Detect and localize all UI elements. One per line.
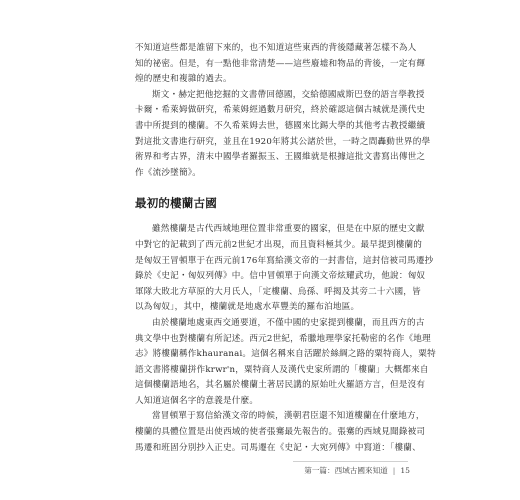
text-line: 書中所提到的樓蘭。不久希萊姆去世，德國來比錫大學的其他考古教授繼續 [135, 120, 426, 131]
text-line: 由於樓蘭地處東西交通要道，不僅中國的史家提到樓蘭，而且西方的古 [152, 317, 425, 328]
text-line: 以為匈奴」，其中，樓蘭就是地處水草豐美的羅布泊地區。 [135, 302, 360, 313]
footer-chapter: 第一篇：西域古國來知道 [304, 466, 388, 475]
page-number: 15 [400, 466, 410, 475]
text-line: 語文書將樓蘭拼作krwr'n，粟特商人及漢代史家所謂的「樓蘭」大概都來自 [135, 364, 429, 375]
text-line: 中對它的記載到了西元前2世紀才出現，而且資料極其少。最早提到樓蘭的 [135, 239, 423, 250]
text-line: 煌的歷史和複雜的過去。 [135, 74, 232, 85]
running-footer [300, 465, 410, 476]
text-line: 不知道這些都是誰留下來的，也不知道這些東西的背後隱藏著怎樣不為人 [135, 43, 417, 53]
paragraph-3 [135, 222, 434, 316]
section-heading: 最初的樓蘭古國 [135, 196, 217, 211]
paragraph-4 [135, 316, 436, 410]
text-line: 軍隊大敗北方草原的大月氏人，「定樓蘭、烏孫、呼揭及其旁二十六國，皆 [135, 286, 421, 297]
footer-rule [293, 461, 408, 462]
text-line: 錄於《史記・匈奴列傳》中。信中冒頓單于向漢文帝炫耀武功，他說：匈奴 [135, 271, 426, 282]
text-line: 斯文・赫定把他挖掘的文書帶回德國，交給德國威斯巴登的語言學教授 [152, 89, 425, 100]
text-line: 雖然樓蘭是古代西域地理位置非常重要的國家，但是在中原的歷史文獻 [152, 224, 425, 235]
section-gap [135, 181, 400, 190]
paragraph-1 [135, 41, 426, 88]
paragraph-5 [135, 409, 426, 456]
text-line: 對這批文書進行研究，並且在1920年將其公諸於世，一時之間轟動世界的學 [135, 136, 431, 147]
text-line: 是匈奴王冒頓單于在西元前176年寫給漢文帝的一封書信，這封信被司馬遷抄 [135, 255, 434, 266]
text-line: 作《流沙墜簡》。 [135, 167, 202, 178]
text-line: 這個樓蘭語地名，其名屬於樓蘭土著居民講的原始吐火羅語方言，但是沒有 [135, 380, 426, 391]
text-line: 當冒頓單于寫信給漢文帝的時候，漢朝君臣還不知道樓蘭在什麼地方， [152, 411, 425, 422]
footer-separator: | [392, 466, 396, 475]
text-line: 典文學中也對樓蘭有所記述。西元2世紀，希臘地理學家托勒密的名作《地理 [135, 333, 431, 344]
text-line: 馬遷和班固分別抄入正史。司馬遷在《史記・大宛列傳》中寫道：「樓蘭、 [135, 442, 421, 453]
text-line: 樓蘭的具體位置是出使西域的使者張騫最先報告的。張騫的西域見聞錄被司 [135, 427, 426, 438]
text-line: 志》將樓蘭稱作khauranai。這個名稱來自活躍於絲綢之路的粟特商人，粟特 [135, 349, 436, 360]
text-line: 人知道這個名字的意義是什麼。 [135, 395, 259, 406]
paragraph-2 [135, 88, 431, 182]
text-line: 術界和考古界，清末中國學者羅振玉、王國維就是根據這批文書寫出傳世之 [135, 152, 426, 163]
body-text [135, 41, 436, 456]
text-line: 卡爾・希萊姆做研究，希萊姆經過數月研究，終於確認這個古城就是漢代史 [135, 105, 426, 116]
text-line: 知的祕密。但是，有一點他非常清楚——這些廢墟和物品的背後，一定有輝 [135, 58, 426, 69]
